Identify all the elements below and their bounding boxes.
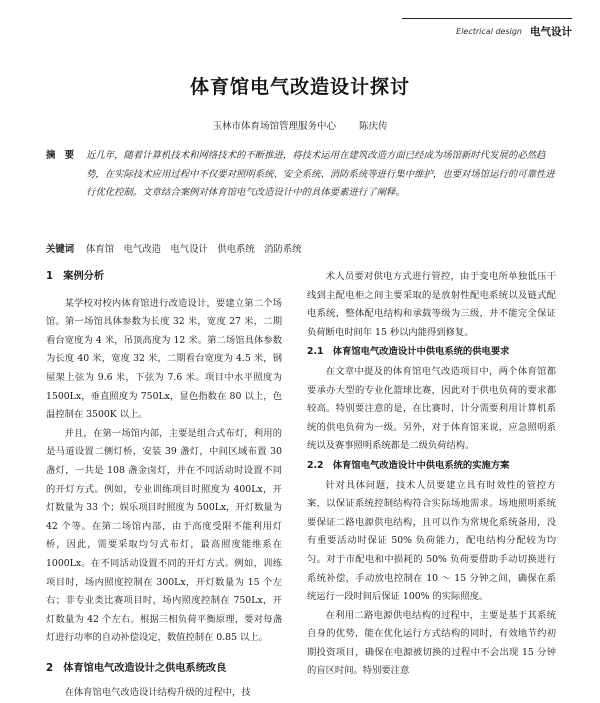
subsection-heading-2-1: 2.1 体育馆电气改造设计中供电系统的供电要求 — [307, 346, 510, 358]
running-header — [402, 18, 572, 43]
right-column — [307, 268, 556, 681]
keywords-text: 体育馆 电气改造 电气设计 供电系统 消防系统 — [86, 244, 302, 255]
author-affiliation: 玉林市体育场馆管理服务中心 — [212, 121, 336, 132]
paragraph: 某学校对校内体育馆进行改造设计，要建立第二个场馆。第一场馆具体参数为长度 32 米，宽度 27 米，二期看台宽度为 4 米，吊顶高度为 12 米。第二场馆具体参数为长度 40 米，宽度 32 米，二期看台宽度为 4.5 米，钢屋架上弦为 9.6 米，下弦为 7.6 米。项目中水平照度为 1500Lx，垂直照度为 750Lx，显色指数在 80 以上，色温控制在 3500K 以上。 — [46, 297, 282, 421]
paragraph: 术人员要对供电方式进行管控，由于变电所单独低压干线到主配电柜之间主要采取的是放射性配电系统以及链式配电系统，整体配电结构和承载等级为三级，并不能完全保证负荷断电时间年 15 秒以内能得到修复。 — [307, 271, 556, 338]
article-title: 体育馆电气改造设计探讨 — [189, 76, 410, 98]
paragraph: 针对具体问题，技术人员要建立具有时效性的管控方案，以保证系统控制结构符合实际场地需求。场地照明系统要保证二路电源供电结构，且可以作为常规化系统备用，没有重要活动时保证 50% 负荷能力，配电结构分配较为均匀。对于市配电和中损耗的 50% 负荷要借助手动切换进行系统补偿，手动放电控制在 10 ～ 15 分钟之间，确保在系统运行一段时间后保证 100% 的实际照度。 — [307, 479, 556, 603]
subsection-heading-2-2: 2.2 体育馆电气改造设计中供电系统的实施方案 — [307, 459, 510, 471]
section-heading-2: 2 体育馆电气改造设计之供电系统改良 — [46, 662, 227, 674]
paragraph: 在体育馆电气改造设计结构升级的过程中，技 — [64, 687, 251, 699]
author-name: 陈庆传 — [359, 121, 388, 132]
paragraph: 在文章中提及的体育馆电气改造项目中，两个体育馆都要承办大型的专业化篮球比赛，因此对于供电负荷的要求都较高。特别要注意的是，在比赛时，计分需要利用计算机系统的供电负荷为一级。另外，对于体育馆来说，应急照明系统以及赛事照明系统都是二级负荷结构。 — [307, 365, 556, 452]
header-chinese: 电气设计 — [530, 25, 572, 38]
keywords — [46, 241, 560, 259]
abstract-label: 摘 要 — [46, 150, 75, 161]
header-english: Electrical design — [456, 26, 522, 36]
section-heading-1: 1 案例分析 — [46, 271, 105, 282]
paragraph: 并且，在第一场馆内部，主要是组合式布灯，利用的是马道设置二侧灯桥，安装 39 盏灯，中间区域布置 30 盏灯，一共是 108 盏金卤灯，并在不同活动时设置不同的开灯方式。例如，专业训练项目时照度为 400Lx，开灯数量为 33 个；娱乐项目时照度为 500Lx，开灯数量为 42 个等。在第二场馆内部，由于高度受限不能利用灯桥，因此，需要采取均匀式布灯，最高照度能维系在 1000Lx。在不同活动设置不同的开灯方式。例如，训练项目时，场内照度控制在 300Lx，开灯数量为 15 个左右；非专业类比赛项目时，场内照度控制在 750Lx，开灯数量为 42 个左右。根据三相负荷平衡原理，要对每盏灯进行功率的自动补偿设定，数值控制在 0.85 以上。 — [46, 427, 282, 644]
left-column — [46, 258, 282, 703]
keywords-label: 关键词 — [46, 244, 75, 255]
author-line — [0, 118, 600, 132]
abstract-text: 近几年，随着计算机技术和网络技术的不断推进，将技术运用在建筑改造方面已经成为场馆新时代发展的必然趋势，在实际技术应用过程中不仅要对照明系统、安全系统、消防系统等进行集中维护，也要对场馆运行的可靠性进行优化控制。文章结合案例对体育馆电气改造设计中的具体要素进行了阐释。 — [86, 150, 555, 198]
abstract — [46, 147, 560, 203]
paragraph: 在利用二路电源供电结构的过程中，主要是基于其系统自身的优势，能在优化运行方式结构的同时，有效地节约初期投资项目，确保在电源被切换的过程中不会出现 15 分钟的盲区时间。特别要注意 — [307, 609, 556, 677]
